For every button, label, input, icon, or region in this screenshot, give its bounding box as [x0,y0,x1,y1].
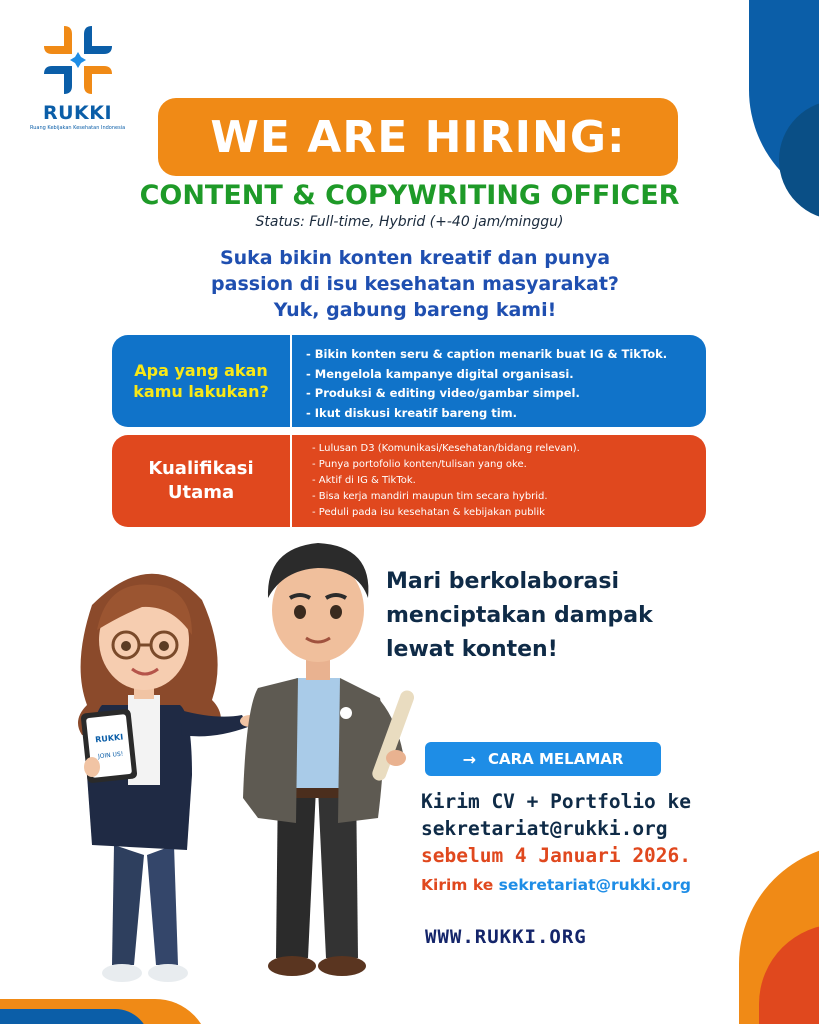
decor-bottom-left-inner-shape [0,1009,150,1024]
logo-tagline: Ruang Kebijakan Kesehatan Indonesia [30,125,126,131]
qualifications-heading-line: Utama [167,482,235,503]
collab-line: Mari berkolaborasi [386,569,620,594]
brand-logo [30,20,125,131]
application-deadline: sebelum 4 Januari 2026. [421,844,692,867]
qualification-item: - Lulusan D3 (Komunikasi/Kesehatan/bidang relevan). [312,443,580,454]
application-instructions [421,788,761,869]
send-to-line [421,876,691,894]
how-to-apply-label: CARA MELAMAR [487,750,624,768]
qualifications-heading [112,435,292,527]
job-title: CONTENT & COPYWRITING OFFICER [139,180,680,211]
instruction-line: Kirim CV + Portfolio ke [421,790,692,813]
duty-item: - Mengelola kampanye digital organisasi. [306,366,574,381]
duty-item: - Bikin konten seru & caption menarik buat IG & TikTok. [306,347,668,361]
intro-line: passion di isu kesehatan masyarakat? [211,273,619,295]
hiring-banner [158,98,678,176]
website-link[interactable]: WWW.RUKKI.ORG [425,926,587,948]
duties-heading [112,335,292,427]
send-to-email-link[interactable]: sekretariat@rukki.org [498,876,691,894]
hiring-headline: WE ARE HIRING: [210,111,626,163]
send-to-prefix: Kirim ke [421,876,499,894]
qualifications-heading-line: Kualifikasi [148,458,254,479]
qualification-item: - Punya portofolio konten/tulisan yang oke. [312,459,527,470]
duty-item: - Produksi & editing video/gambar simpel. [306,386,580,400]
collab-line: lewat konten! [386,637,558,662]
intro-text [120,245,710,323]
how-to-apply-button[interactable] [425,742,661,776]
tablet-text: JOIN US! [97,750,124,761]
arrow-right-icon: → [462,749,476,769]
qualifications-card [112,435,706,527]
qualification-item: - Peduli pada isu kesehatan & kebijakan publik [312,507,545,518]
application-email[interactable]: sekretariat@rukki.org [421,817,668,840]
intro-line: Suka bikin konten kreatif dan punya [219,247,611,269]
duties-heading-line: kamu lakukan? [133,382,269,401]
intro-line: Yuk, gabung bareng kami! [273,299,557,321]
logo-wordmark: RUKKI [42,102,113,124]
collaboration-message [386,565,706,667]
tablet-brand: RUKKI [94,732,124,745]
job-status: Status: Full-time, Hybrid (+-40 jam/minggu) [255,214,564,230]
rukki-logo-icon [38,20,118,100]
duties-list [292,335,706,427]
qualification-item: - Aktif di IG & TikTok. [312,475,416,486]
duties-card [112,335,706,427]
qualifications-list [292,435,706,527]
qualification-item: - Bisa kerja mandiri maupun tim secara hybrid. [312,491,548,502]
duty-item: - Ikut diskusi kreatif bareng tim. [306,405,518,420]
duties-heading-line: Apa yang akan [134,361,268,380]
collab-line: menciptakan dampak [386,603,653,628]
